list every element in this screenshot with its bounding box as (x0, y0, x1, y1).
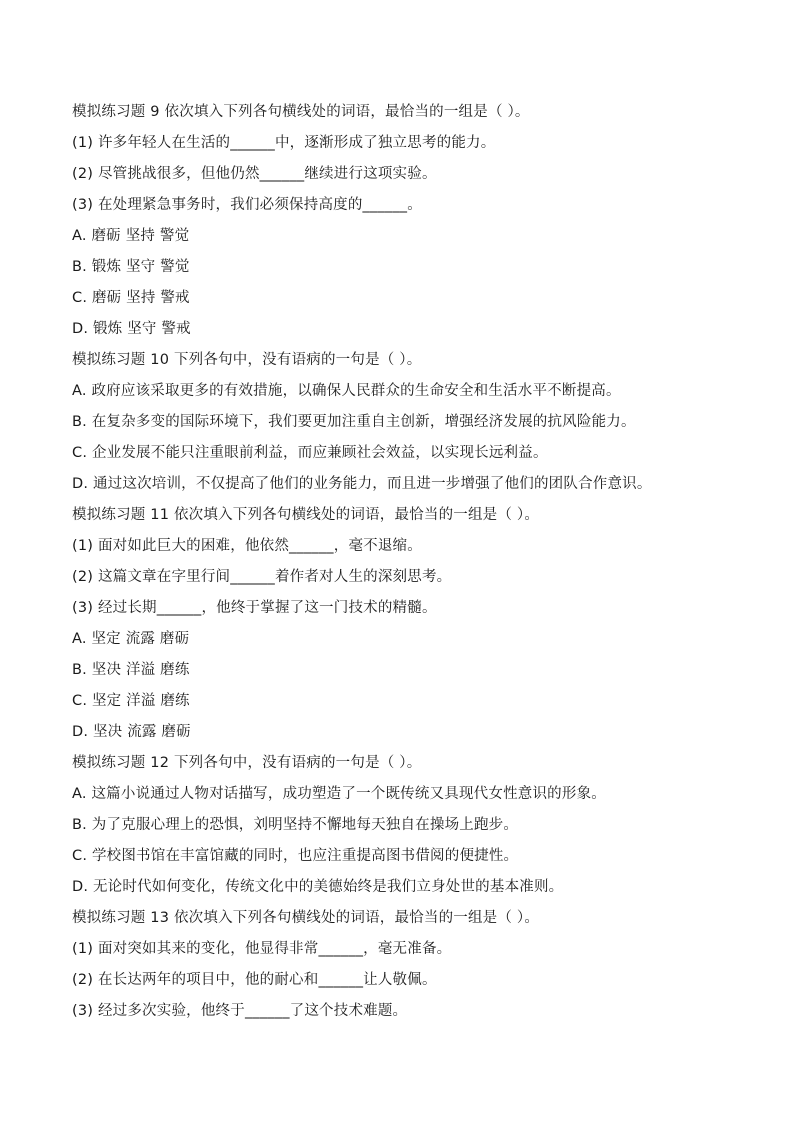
option-b: B. 在复杂多变的国际环境下，我们要更加注重自主创新，增强经济发展的抗风险能力。 (72, 414, 636, 430)
option-a: A. 这篇小说通过人物对话描写，成功塑造了一个既传统又具现代女性意识的形象。 (72, 786, 606, 802)
option-d: D. 锻炼 坚守 警戒 (72, 321, 191, 337)
option-b: B. 坚决 洋溢 磨练 (72, 662, 190, 678)
question-10 (72, 345, 752, 500)
sentence-line: (2) 这篇文章在字里行间______着作者对人生的深刻思考。 (72, 569, 452, 585)
sentence-line: (2) 尽管挑战很多，但他仍然______继续进行这项实验。 (72, 166, 437, 182)
option-c: C. 磨砺 坚持 警戒 (72, 290, 190, 306)
question-13 (72, 903, 752, 1027)
sentence-line: (1) 面对突如其来的变化，他显得非常______，毫无准备。 (72, 941, 452, 957)
question-9 (72, 97, 752, 345)
option-d: D. 通过这次培训，不仅提高了他们的业务能力，而且进一步增强了他们的团队合作意识。 (72, 476, 652, 492)
option-a: A. 磨砺 坚持 警觉 (72, 228, 190, 244)
sentence-line: (3) 经过多次实验，他终于______了这个技术难题。 (72, 1003, 408, 1019)
sentence-line: (3) 在处理紧急事务时，我们必须保持高度的______。 (72, 197, 422, 213)
question-title: 模拟练习题 9 依次填入下列各句横线处的词语，最恰当的一组是（ ）。 (72, 104, 530, 120)
option-c: C. 学校图书馆在丰富馆藏的同时，也应注重提高图书借阅的便捷性。 (72, 848, 519, 864)
option-d: D. 坚决 流露 磨砺 (72, 724, 191, 740)
option-b: B. 锻炼 坚守 警觉 (72, 259, 190, 275)
question-title: 模拟练习题 13 依次填入下列各句横线处的词语，最恰当的一组是（ ）。 (72, 910, 540, 926)
option-c: C. 坚定 洋溢 磨练 (72, 693, 190, 709)
option-a: A. 政府应该采取更多的有效措施，以确保人民群众的生命安全和生活水平不断提高。 (72, 383, 621, 399)
option-a: A. 坚定 流露 磨砺 (72, 631, 190, 647)
question-title: 模拟练习题 12 下列各句中，没有语病的一句是（ ）。 (72, 755, 422, 771)
sentence-line: (1) 许多年轻人在生活的______中，逐渐形成了独立思考的能力。 (72, 135, 496, 151)
question-11 (72, 500, 752, 748)
question-12 (72, 748, 752, 903)
sentence-line: (3) 经过长期______，他终于掌握了这一门技术的精髓。 (72, 600, 437, 616)
question-title: 模拟练习题 11 依次填入下列各句横线处的词语，最恰当的一组是（ ）。 (72, 507, 540, 523)
option-d: D. 无论时代如何变化，传统文化中的美德始终是我们立身处世的基本准则。 (72, 879, 564, 895)
sentence-line: (2) 在长达两年的项目中，他的耐心和______让人敬佩。 (72, 972, 437, 988)
question-title: 模拟练习题 10 下列各句中，没有语病的一句是（ ）。 (72, 352, 422, 368)
option-c: C. 企业发展不能只注重眼前利益，而应兼顾社会效益，以实现长远利益。 (72, 445, 548, 461)
option-b: B. 为了克服心理上的恐惧，刘明坚持不懈地每天独自在操场上跑步。 (72, 817, 519, 833)
sentence-line: (1) 面对如此巨大的困难，他依然______，毫不退缩。 (72, 538, 422, 554)
document-page (72, 97, 752, 1027)
